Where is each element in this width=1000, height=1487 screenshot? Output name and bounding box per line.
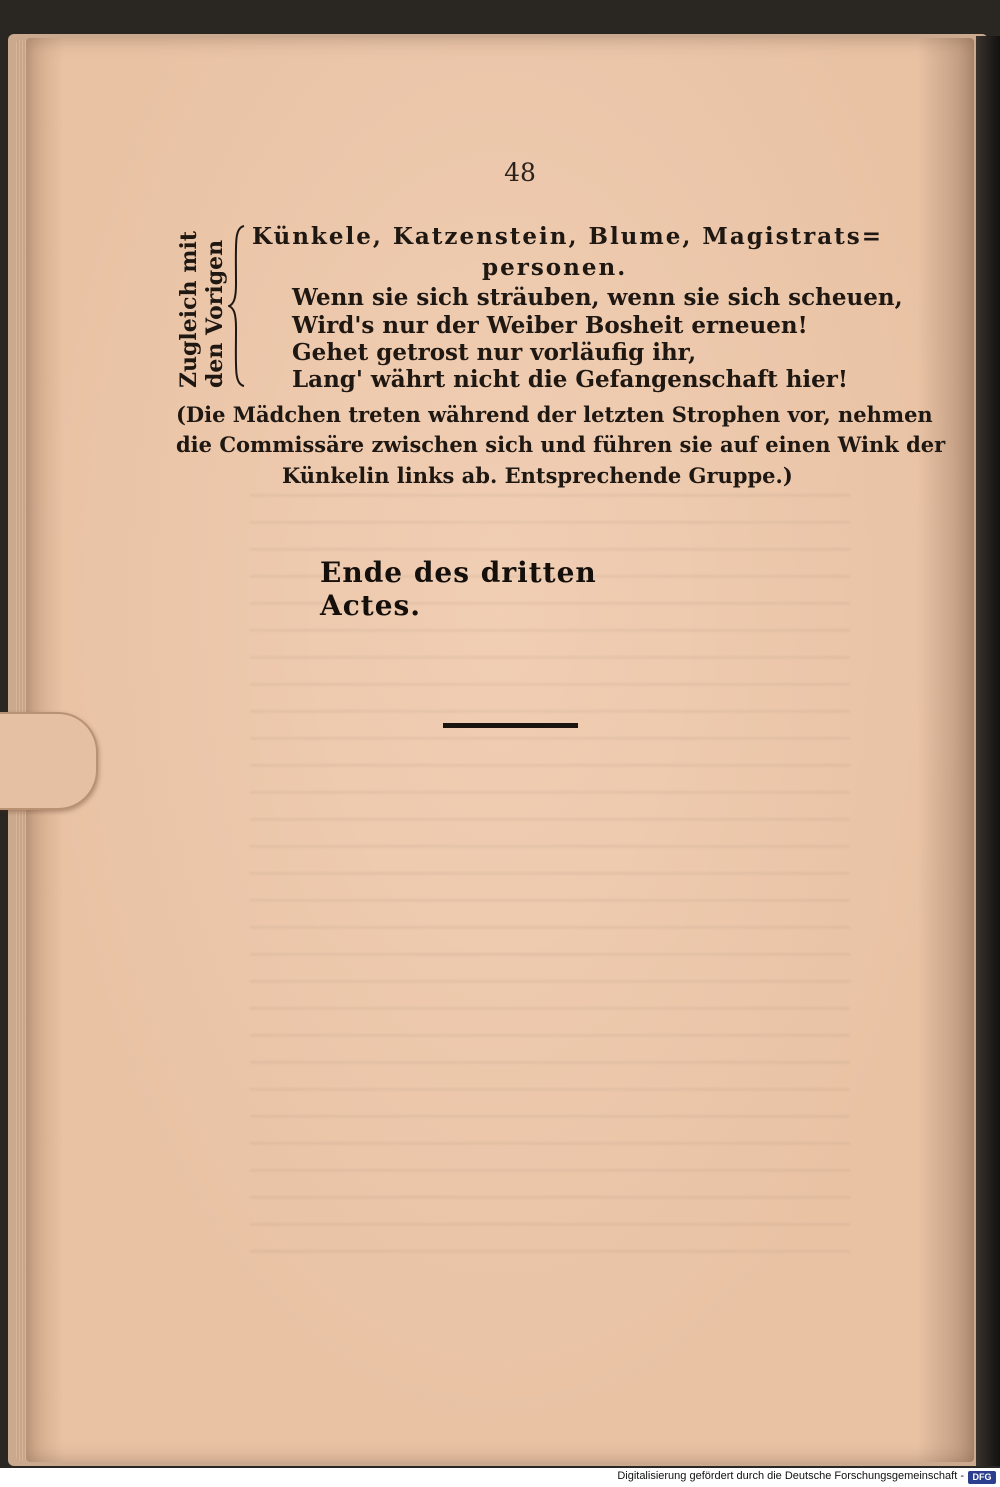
footer-credit: Digitalisierung gefördert durch die Deutsche Forschungsgemeinschaft - bbox=[617, 1470, 964, 1482]
dfg-logo-icon: DFG bbox=[968, 1471, 996, 1484]
page-number: 48 bbox=[504, 158, 536, 187]
stage-direction-line-2: die Commissäre zwischen sich und führen sie auf einen Wink der bbox=[176, 432, 946, 457]
side-label-line-2: den Vorigen bbox=[202, 239, 228, 388]
bookmark-tab bbox=[0, 712, 98, 810]
side-label bbox=[176, 230, 234, 390]
end-rule-divider bbox=[443, 723, 578, 728]
verse-line-6: Lang' währt nicht die Gefangenschaft hier! bbox=[292, 366, 849, 393]
verse-line-3: Wenn sie sich sträuben, wenn sie sich scheuen, bbox=[292, 284, 903, 311]
verse-line-4: Wird's nur der Weiber Bosheit erneuen! bbox=[292, 312, 808, 339]
verse-line-2: personen. bbox=[482, 254, 628, 281]
verse-line-1: Künkele, Katzenstein, Blume, Magistrats= bbox=[252, 223, 884, 250]
stage-direction-line-1: (Die Mädchen treten während der letzten Strophen vor, nehmen bbox=[176, 402, 933, 427]
curly-brace-icon bbox=[228, 224, 246, 388]
act-end-heading: Ende des dritten Actes. bbox=[320, 556, 597, 622]
verse-line-5: Gehet getrost nur vorläufig ihr, bbox=[292, 339, 697, 366]
stage-direction-line-3: Künkelin links ab. Entsprechende Gruppe.) bbox=[282, 463, 793, 488]
side-label-line-1: Zugleich mit bbox=[176, 231, 202, 388]
footer-bar bbox=[0, 1468, 1000, 1487]
right-shadow-strip bbox=[976, 36, 1000, 1466]
